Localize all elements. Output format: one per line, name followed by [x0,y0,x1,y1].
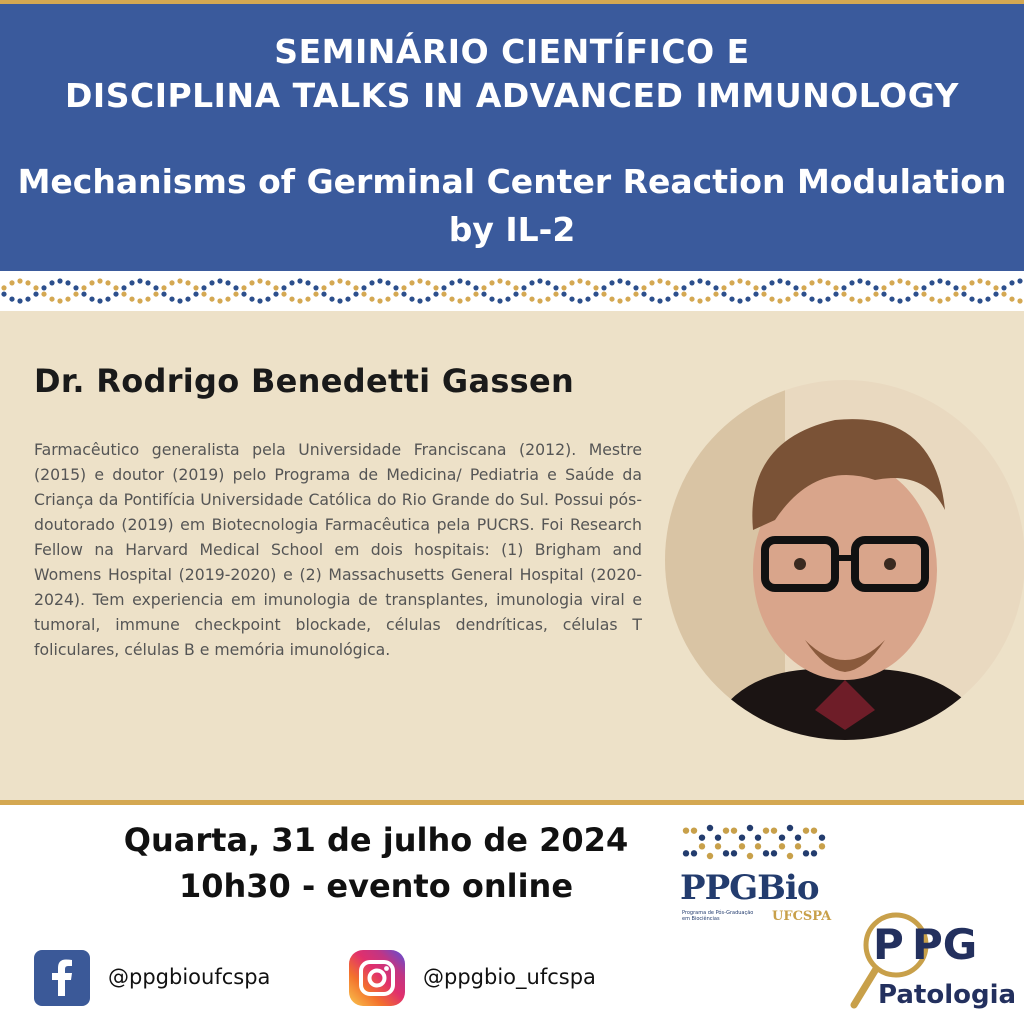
dna-pattern-band [0,271,1024,311]
talk-title-line-2: by IL-2 [448,210,576,249]
speaker-photo [665,380,1024,740]
event-date: Quarta, 31 de julho de 2024 [123,821,629,859]
ppgbio-logo-institution: UFCSPA [772,909,832,924]
instagram-handle[interactable]: @ppgbio_ufcspa [423,965,596,989]
bottom-gold-line [0,800,1024,805]
patologia-logo-pg: PG [912,920,978,969]
facebook-icon[interactable] [34,950,90,1006]
ppgbio-logo-subtitle: Programa de Pós-Graduação em Biociências [682,910,754,922]
instagram-icon[interactable] [349,950,405,1006]
patologia-logo-letter: P [873,920,904,969]
speaker-bio: Farmacêutico generalista pela Universidade Franciscana (2012). Mestre (2015) e doutor (2019) pelo Programa de Medicina/ Pediatria e Saúde da Criança da Pontifícia Universidade Católica do Rio Grande do Sul. Possui pós-doutorado (2019) em Biotecnologia Farmacêutica pela PUCRS. Foi Research Fellow na Harvard Medical School em dois hospitais: (1) Brigham and Womens Hospital (2019-2020) e (2) Massachusetts General Hospital (2020-2024). Tem experiencia em imunologia de transplantes, imunologia viral e tumoral, immune checkpoint blockade, células dendríticas, células T foliculares, células B e memória imunológica. [34,440,642,659]
patologia-logo-word: Patologia [878,980,1017,1010]
ppgbio-logo-name: PPGBio [680,868,819,908]
header-line-1: SEMINÁRIO CIENTÍFICO E [274,32,750,71]
event-time-mode: 10h30 - evento online [178,867,574,905]
header-banner [0,4,1024,271]
speaker-name: Dr. Rodrigo Benedetti Gassen [34,362,575,400]
header-line-2: DISCIPLINA TALKS IN ADVANCED IMMUNOLOGY [65,76,959,115]
talk-title-line-1: Mechanisms of Germinal Center Reaction Modulation [17,162,1007,201]
facebook-handle[interactable]: @ppgbioufcspa [108,965,271,989]
